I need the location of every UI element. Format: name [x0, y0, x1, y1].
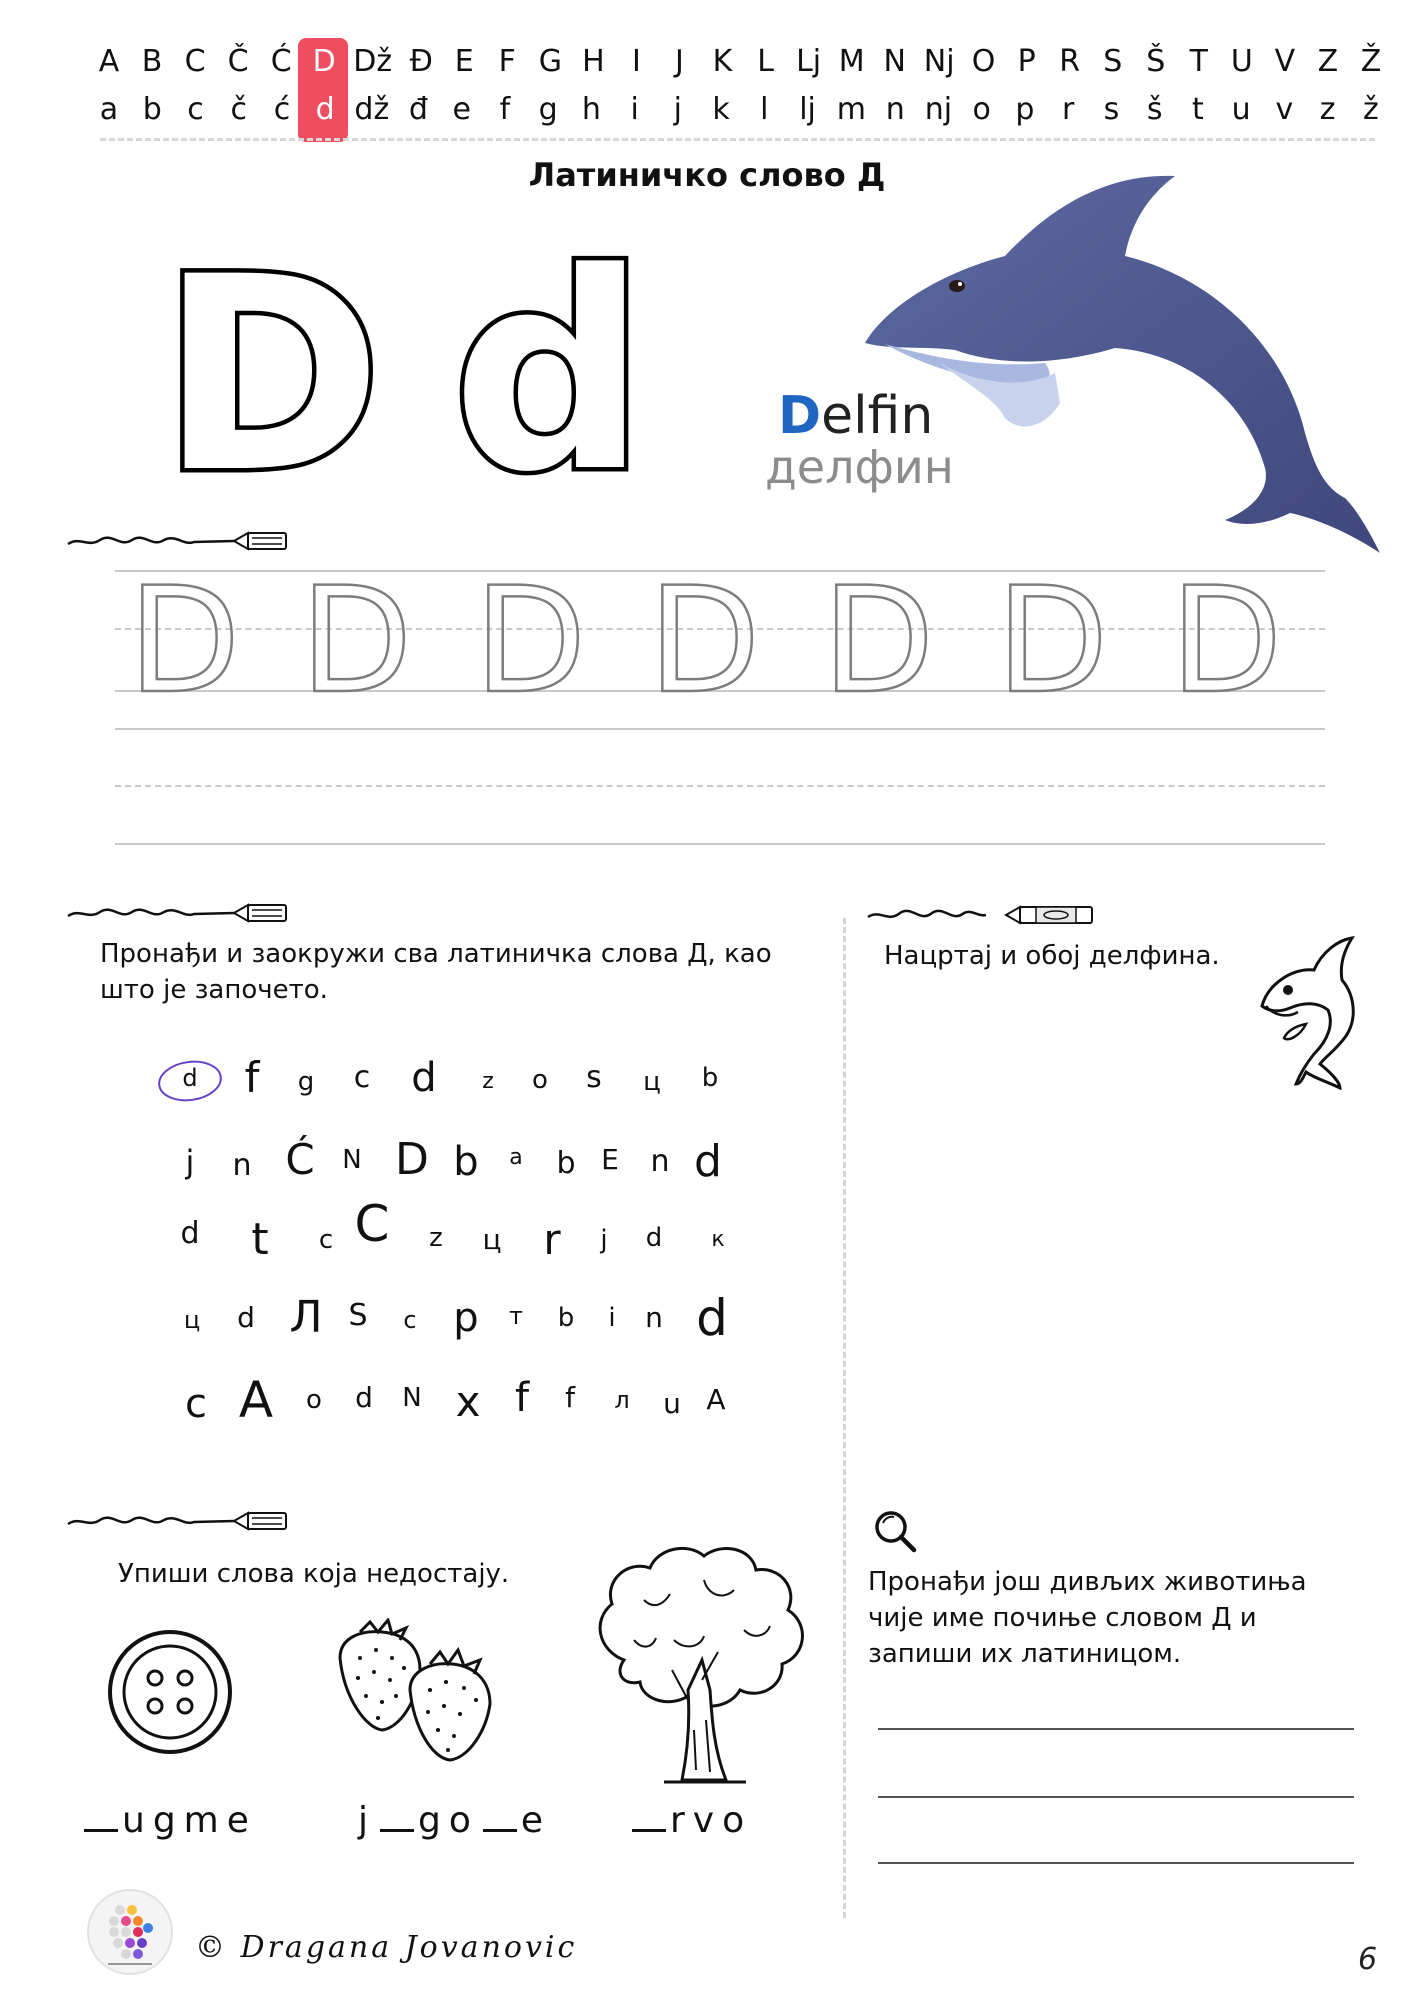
- grid-letter[interactable]: p: [453, 1295, 479, 1341]
- alphabet-letter: đ: [408, 92, 428, 127]
- grid-letter[interactable]: z: [482, 1069, 494, 1094]
- alphabet-letter: f: [499, 92, 511, 127]
- alphabet-letter: I: [631, 44, 641, 79]
- alphabet-letter: Dž: [353, 44, 393, 79]
- grid-letter[interactable]: S: [348, 1298, 368, 1333]
- alphabet-letter: V: [1274, 44, 1296, 79]
- grid-letter[interactable]: d: [237, 1301, 255, 1334]
- tracing-letter[interactable]: D: [128, 556, 241, 726]
- alphabet-letter: u: [1231, 92, 1251, 127]
- alphabet-letter: ž: [1362, 92, 1379, 127]
- pencil-icon: [66, 528, 294, 554]
- grid-letter[interactable]: ц: [183, 1306, 201, 1334]
- alphabet-letter: U: [1230, 44, 1253, 79]
- alphabet-letter: T: [1189, 44, 1208, 79]
- grid-letter[interactable]: d: [694, 1136, 722, 1187]
- alphabet-letter: M: [838, 44, 865, 79]
- tracing-letter[interactable]: D: [648, 556, 761, 726]
- alphabet-letter: Z: [1317, 44, 1339, 79]
- grid-letter[interactable]: o: [532, 1065, 548, 1095]
- dolphin-outline-picture: [1248, 932, 1360, 1090]
- grid-letter[interactable]: x: [455, 1377, 481, 1426]
- alphabet-letter: Ž: [1360, 44, 1382, 79]
- grid-letter[interactable]: d: [645, 1223, 663, 1253]
- animals-task-instruction: Пронађи још дивљих животиња чије име почиње словом Д и запиши их латиницом.: [868, 1567, 1307, 1669]
- answer-line[interactable]: [878, 1862, 1354, 1864]
- dolphin-picture: [845, 168, 1385, 558]
- example-word-cyrillic: делфин: [765, 440, 954, 494]
- grid-letter[interactable]: j: [185, 1143, 195, 1181]
- alphabet-letter: Ć: [270, 44, 292, 79]
- grid-letter[interactable]: D: [395, 1134, 429, 1185]
- pencil-icon: [66, 1508, 294, 1534]
- alphabet-letter: a: [99, 92, 119, 127]
- alphabet-letter: j: [673, 92, 683, 127]
- grid-letter[interactable]: ц: [482, 1223, 502, 1256]
- alphabet-letter: A: [98, 44, 120, 79]
- grid-letter[interactable]: A: [706, 1383, 726, 1416]
- grid-letter[interactable]: N: [342, 1145, 362, 1175]
- grid-letter[interactable]: s: [586, 1060, 602, 1095]
- grid-letter[interactable]: d: [411, 1055, 437, 1101]
- find-task-instruction: Пронађи и заокружи сва латиничка слова Д, као што је започето.: [100, 939, 772, 1005]
- example-word-latin: Delfin: [778, 386, 934, 446]
- author-credit: © Dragana Jovanovic: [195, 1930, 578, 1965]
- answer-line[interactable]: [878, 1728, 1354, 1730]
- page-title: Латиничко слово Д: [528, 156, 886, 194]
- alphabet-letter: K: [712, 44, 733, 79]
- alphabet-letter: Š: [1146, 44, 1166, 79]
- grid-letter[interactable]: f: [244, 1053, 260, 1102]
- grid-letter[interactable]: N: [402, 1383, 422, 1413]
- alphabet-letter: n: [885, 92, 905, 127]
- alphabet-letter: g: [538, 92, 558, 127]
- grid-letter[interactable]: d: [180, 1216, 200, 1251]
- grid-letter[interactable]: b: [556, 1146, 576, 1181]
- alphabet-letter: L: [757, 44, 774, 79]
- magnifier-icon: [872, 1508, 918, 1554]
- alphabet-letter: č: [230, 92, 247, 127]
- grid-letter[interactable]: r: [543, 1215, 561, 1264]
- grid-letter[interactable]: c: [318, 1225, 334, 1255]
- alphabet-letter: Nj: [923, 44, 955, 79]
- alphabet-letter: s: [1103, 92, 1120, 127]
- tracing-letter[interactable]: D: [474, 556, 587, 726]
- missing-letter-word[interactable]: j go e: [358, 1800, 552, 1841]
- grid-letter[interactable]: i: [608, 1303, 616, 1333]
- big-lowercase-letter: d: [452, 216, 647, 532]
- grid-letter[interactable]: z: [429, 1223, 443, 1253]
- grid-letter[interactable]: b: [557, 1303, 575, 1333]
- alphabet-letter: Lj: [796, 44, 822, 79]
- grid-letter[interactable]: u: [663, 1387, 681, 1420]
- alphabet-letter: v: [1275, 92, 1294, 127]
- alphabet-letter: d: [315, 92, 335, 127]
- alphabet-letter: t: [1192, 92, 1204, 127]
- alphabet-letter: O: [971, 44, 996, 79]
- writing-line-mid: [115, 785, 1325, 787]
- alphabet-letter: i: [630, 92, 639, 127]
- crayon-icon: [866, 903, 1098, 927]
- missing-letter-word[interactable]: rvo: [628, 1800, 752, 1841]
- strawberry-picture: [330, 1618, 500, 1766]
- alphabet-letter: b: [142, 92, 162, 127]
- alphabet-letter: k: [712, 92, 730, 127]
- draw-task-instruction: Нацртај и обој делфина.: [884, 941, 1220, 971]
- answer-line[interactable]: [878, 1796, 1354, 1798]
- alphabet-letter: S: [1103, 44, 1123, 79]
- missing-task-instruction: Упиши слова која недостају.: [118, 1559, 510, 1589]
- grid-letter[interactable]: n: [650, 1144, 670, 1179]
- grid-letter[interactable]: ц: [643, 1067, 661, 1097]
- alphabet-letter: F: [498, 44, 516, 79]
- writing-line-top: [115, 728, 1325, 730]
- grid-letter[interactable]: o: [306, 1385, 322, 1415]
- button-picture: [106, 1628, 234, 1756]
- alphabet-letter: Đ: [409, 44, 433, 79]
- alphabet-letter: l: [760, 92, 769, 127]
- section-divider: [843, 918, 846, 1918]
- tree-picture: [584, 1540, 816, 1786]
- tracing-letter[interactable]: D: [996, 556, 1109, 726]
- grid-letter[interactable]: Л: [289, 1292, 323, 1343]
- divider: [100, 138, 1375, 141]
- grid-letter[interactable]: т: [509, 1302, 523, 1330]
- alphabet-letter: r: [1062, 92, 1075, 127]
- grid-letter[interactable]: к: [711, 1227, 725, 1252]
- grid-letter[interactable]: f: [514, 1375, 530, 1421]
- grid-letter[interactable]: c: [403, 1306, 417, 1334]
- grid-letter[interactable]: f: [565, 1381, 575, 1414]
- grid-letter[interactable]: a: [509, 1145, 523, 1170]
- grid-letter[interactable]: d: [182, 1064, 198, 1092]
- alphabet-letter: J: [675, 44, 684, 79]
- alphabet-letter: p: [1015, 92, 1035, 127]
- alphabet-letter: z: [1319, 92, 1336, 127]
- page-number: 6: [1358, 1942, 1378, 1977]
- alphabet-letter: Č: [227, 44, 249, 79]
- alphabet-letter: š: [1146, 92, 1163, 127]
- tracing-letter[interactable]: D: [822, 556, 935, 726]
- logo-icon: [86, 1888, 174, 1976]
- alphabet-letter: G: [538, 44, 562, 79]
- grid-letter[interactable]: b: [701, 1063, 719, 1093]
- grid-letter[interactable]: g: [297, 1067, 315, 1097]
- grid-letter[interactable]: л: [614, 1386, 630, 1414]
- alphabet-letter: B: [141, 44, 163, 79]
- tracing-letter[interactable]: D: [300, 556, 413, 726]
- grid-letter[interactable]: n: [232, 1148, 252, 1183]
- alphabet-letter: D: [312, 44, 336, 79]
- grid-letter[interactable]: n: [645, 1301, 663, 1334]
- alphabet-letter: h: [581, 92, 601, 127]
- alphabet-letter: o: [972, 92, 991, 127]
- alphabet-letter: m: [836, 92, 867, 127]
- alphabet-letter: C: [184, 44, 206, 79]
- alphabet-letter: c: [187, 92, 204, 127]
- grid-letter[interactable]: c: [353, 1060, 371, 1095]
- grid-letter[interactable]: b: [453, 1139, 479, 1185]
- alphabet-uppercase-row: [95, 44, 1385, 79]
- missing-letter-word[interactable]: ugme: [80, 1800, 257, 1841]
- big-uppercase-letter: D: [160, 220, 383, 532]
- alphabet-letter: H: [582, 44, 605, 79]
- alphabet-letter: P: [1017, 44, 1036, 79]
- grid-letter[interactable]: t: [251, 1214, 269, 1265]
- grid-letter[interactable]: d: [355, 1381, 373, 1414]
- alphabet-letter: N: [883, 44, 906, 79]
- grid-letter[interactable]: E: [601, 1143, 619, 1176]
- alphabet-letter: R: [1059, 44, 1081, 79]
- grid-letter[interactable]: A: [238, 1371, 274, 1429]
- example-circle: [155, 1058, 225, 1104]
- grid-letter[interactable]: c: [185, 1381, 207, 1427]
- grid-letter[interactable]: d: [696, 1289, 728, 1347]
- alphabet-letter: nj: [924, 92, 953, 127]
- alphabet-letter: lj: [799, 92, 816, 127]
- alphabet-letter: dž: [354, 92, 390, 127]
- alphabet-letter: ć: [273, 92, 291, 127]
- grid-letter[interactable]: C: [354, 1195, 390, 1253]
- grid-letter[interactable]: Ć: [285, 1135, 315, 1184]
- grid-letter[interactable]: j: [600, 1225, 608, 1255]
- alphabet-letter: e: [452, 92, 471, 127]
- tracing-letter[interactable]: D: [1170, 556, 1283, 726]
- alphabet-lowercase-row: [95, 92, 1385, 127]
- pencil-icon: [66, 900, 294, 926]
- writing-line-base: [115, 843, 1325, 845]
- alphabet-letter: E: [454, 44, 474, 79]
